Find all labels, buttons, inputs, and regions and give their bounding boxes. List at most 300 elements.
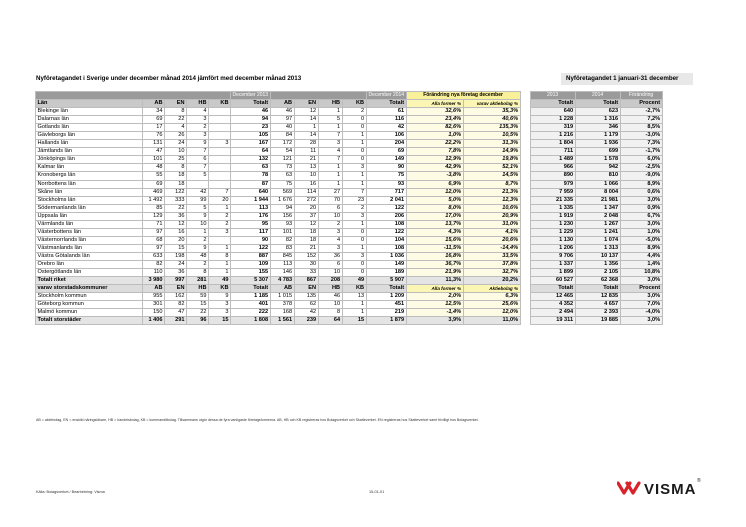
col-totalt-2013: Totalt [231,100,271,108]
cell-2013-hb: 3 [187,116,209,124]
table-row [36,148,663,156]
cell-2014-ab: 1 561 [270,317,294,325]
cell-2013-kb: 3 [209,140,231,148]
cell-2014-ab: 378 [270,301,294,309]
storstad-label: varav storstadskommuner [36,285,143,293]
cell-2013-kb: 9 [209,293,231,301]
table-row [36,228,663,236]
row-label: Västra Götalands län [36,252,143,260]
col-ab-2014: AB [270,285,294,293]
cell-2014-kb: 0 [342,236,366,244]
row-label: Gotlands län [36,124,143,132]
cell-2014-kb: 1 [342,220,366,228]
cell-year-2013: 1 206 [530,244,575,252]
table-row [36,236,663,244]
cell-change-aktiebolag: 10,5% [463,132,520,140]
cell-2013-en: 82 [165,301,187,309]
storstad-row [36,309,663,317]
cell-change-alla: 5,0% [406,196,463,204]
cell-2014-kb: 3 [342,164,366,172]
cell-year-2013: 1 228 [530,116,575,124]
cell-2014-hb: 5 [318,116,342,124]
row-label: Gävleborgs län [36,132,143,140]
col-alla-former: Alla former % [406,100,463,108]
cell-2014-kb: 0 [342,260,366,268]
cell-2014-hb: 2 [318,220,342,228]
cell-2013-hb: 42 [187,188,209,196]
cell-2013-hb: 6 [187,156,209,164]
cell-2013-ab: 69 [143,116,165,124]
footnote: AB = aktiebolag, EN = enskild näringsidkare, HB = handelsbolag, KB = kommanditbolag. Tillsammans utgör dessa de fyra vanligaste företagsformerna. AB, HB och KB registreras hos Bolagsverket och Skatteverket. EN registreras hos Skatteverket samt frivilligt hos Bolagsverket. [36,418,479,422]
cell-2014-totalt: 75 [366,172,406,180]
table-row [36,252,663,260]
cell-2013-ab: 97 [143,228,165,236]
cell-year-2013: 1 804 [530,140,575,148]
cell-2013-en: 26 [165,132,187,140]
cell-year-2013: 1 919 [530,212,575,220]
cell-year-2014: 21 981 [575,196,620,204]
cell-2014-totalt: 61 [366,108,406,116]
col-totalt-year-2013: Totalt [530,285,575,293]
cell-2013-kb: 3 [209,228,231,236]
cell-2014-hb: 10 [318,212,342,220]
cell-2014-en: 12 [294,108,318,116]
cell-2014-kb: 1 [342,309,366,317]
cell-2014-en: 21 [294,156,318,164]
cell-2013-totalt: 122 [231,244,271,252]
cell-2013-ab: 633 [143,252,165,260]
cell-2014-totalt: 69 [366,148,406,156]
cell-2014-kb: 1 [342,180,366,188]
header-change: Förändring [620,92,662,100]
col-hb-2014: HB [318,100,342,108]
cell-procent: -5,0% [620,236,662,244]
cell-2013-totalt: 176 [231,212,271,220]
cell-year-2014: 19 885 [575,317,620,325]
cell-2014-en: 33 [294,269,318,277]
col-totalt-year-2013: Totalt [530,100,575,108]
cell-year-2013: 1 899 [530,269,575,277]
table-row [36,132,663,140]
cell-change-alla: 12,5% [406,301,463,309]
cell-2013-en: 20 [165,236,187,244]
cell-change-alla: 36,7% [406,260,463,268]
cell-2013-ab: 71 [143,220,165,228]
cell-2013-en: 15 [165,244,187,252]
cell-2014-ab: 82 [270,236,294,244]
cell-change-alla: 3,9% [406,317,463,325]
cell-2014-ab: 97 [270,116,294,124]
cell-2013-hb: 99 [187,196,209,204]
cell-change-alla: -3,8% [406,172,463,180]
cell-2013-en: 122 [165,188,187,196]
cell-2013-hb: 59 [187,293,209,301]
cell-2014-totalt: 2 041 [366,196,406,204]
cell-2014-hb: 4 [318,148,342,156]
cell-change-aktiebolag: 135,3% [463,124,520,132]
cell-2014-ab: 845 [270,252,294,260]
cell-year-2013: 1 337 [530,260,575,268]
row-label: Södermanlands län [36,204,143,212]
row-label: Jönköpings län [36,156,143,164]
cell-2013-kb: 1 [209,244,231,252]
cell-2013-kb: 49 [209,277,231,285]
cell-2014-kb: 49 [342,277,366,285]
cell-change-alla: 15,6% [406,236,463,244]
cell-change-alla: 7,8% [406,148,463,156]
row-label: Jämtlands län [36,148,143,156]
cell-2013-totalt: 105 [231,132,271,140]
cell-year-2014: 8 004 [575,188,620,196]
table-row [36,116,663,124]
cell-2014-ab: 172 [270,140,294,148]
cell-year-2014: 1 356 [575,260,620,268]
cell-2013-totalt: 222 [231,309,271,317]
cell-2014-totalt: 108 [366,220,406,228]
cell-2013-totalt: 1 808 [231,317,271,325]
cell-2013-kb [209,108,231,116]
cell-2014-ab: 101 [270,228,294,236]
col-ab-2014: AB [270,100,294,108]
col-totalt-2013: Totalt [231,285,271,293]
cell-2013-ab: 97 [143,244,165,252]
cell-year-2014: 1 313 [575,244,620,252]
cell-year-2013: 2 494 [530,309,575,317]
cell-2013-hb: 7 [187,164,209,172]
cell-2013-en: 333 [165,196,187,204]
cell-year-2013: 979 [530,180,575,188]
cell-year-2013: 21 335 [530,196,575,204]
row-label: Västmanlands län [36,244,143,252]
cell-2014-hb: 7 [318,156,342,164]
cell-2014-hb: 3 [318,140,342,148]
cell-2013-ab: 47 [143,148,165,156]
cell-procent: 4,4% [620,252,662,260]
cell-procent: 10,8% [620,269,662,277]
cell-2014-en: 42 [294,309,318,317]
cell-2013-ab: 76 [143,132,165,140]
cell-2014-en: 1 [294,124,318,132]
cell-2014-ab: 40 [270,124,294,132]
cell-2013-kb [209,180,231,188]
cell-2014-ab: 121 [270,156,294,164]
cell-2013-en: 198 [165,252,187,260]
row-label: Norrbottens län [36,180,143,188]
cell-2014-ab: 83 [270,244,294,252]
col-en-2013: EN [165,285,187,293]
cell-2013-hb: 8 [187,269,209,277]
cell-2014-en: 37 [294,212,318,220]
cell-2014-hb: 7 [318,132,342,140]
cell-procent: 8,9% [620,180,662,188]
cell-year-2013: 1 130 [530,236,575,244]
table-row [36,140,663,148]
cell-2013-totalt: 46 [231,108,271,116]
cell-2014-kb: 0 [342,116,366,124]
cell-year-2014: 2 393 [575,309,620,317]
cell-2013-ab: 131 [143,140,165,148]
cell-procent: -9,0% [620,172,662,180]
visma-logo [617,478,707,504]
row-label: Stockholm kommun [36,293,143,301]
cell-2013-totalt: 5 307 [231,277,271,285]
cell-2013-kb: 1 [209,204,231,212]
cell-2014-ab: 1 015 [270,293,294,301]
cell-2013-totalt: 117 [231,228,271,236]
cell-2013-totalt: 1 944 [231,196,271,204]
cell-2013-en: 47 [165,309,187,317]
cell-2014-totalt: 108 [366,244,406,252]
cell-change-alla: 12,9% [406,156,463,164]
row-label: Västerbottens län [36,228,143,236]
cell-2014-en: 272 [294,196,318,204]
cell-2013-en: 24 [165,260,187,268]
source-note: Källa: Bolagsverket / Bearbetning: Visma [36,490,105,494]
cell-year-2013: 1 335 [530,204,575,212]
cell-2013-ab: 55 [143,172,165,180]
cell-2014-en: 11 [294,148,318,156]
cell-year-2014: 62 368 [575,277,620,285]
cell-2014-en: 18 [294,236,318,244]
cell-procent: 1,0% [620,228,662,236]
cell-2014-kb: 1 [342,244,366,252]
cell-2014-totalt: 149 [366,156,406,164]
cell-2014-totalt: 451 [366,301,406,309]
cell-2014-en: 21 [294,244,318,252]
cell-2013-ab: 110 [143,269,165,277]
cell-2013-hb: 5 [187,204,209,212]
cell-change-alla: 8,0% [406,204,463,212]
cell-procent: 7,2% [620,116,662,124]
cell-procent: 3,0% [620,277,662,285]
cell-change-aktiebolag: 12,0% [463,309,520,317]
cell-year-2014: 1 179 [575,132,620,140]
cell-2013-kb [209,172,231,180]
cell-year-2013: 966 [530,164,575,172]
cell-2013-hb: 1 [187,228,209,236]
col-en-2014: EN [294,285,318,293]
cell-2013-kb: 1 [209,269,231,277]
cell-2014-hb: 1 [318,172,342,180]
cell-2013-kb: 20 [209,196,231,204]
table-row [36,180,663,188]
cell-change-aktiebolag: 21,3% [463,188,520,196]
cell-year-2013: 640 [530,108,575,116]
row-label: Göteborg kommun [36,301,143,309]
cell-procent: -2,7% [620,108,662,116]
cell-2013-ab: 34 [143,108,165,116]
table-row [36,204,663,212]
cell-2013-kb [209,236,231,244]
cell-2014-hb: 1 [318,124,342,132]
cell-2013-totalt: 132 [231,156,271,164]
cell-change-aktiebolag: 40,6% [463,116,520,124]
col-hb-2014: HB [318,285,342,293]
cell-year-2013: 1 216 [530,132,575,140]
cell-year-2014: 12 835 [575,293,620,301]
cell-2014-hb: 10 [318,301,342,309]
cell-2014-totalt: 122 [366,204,406,212]
cell-2013-hb: 281 [187,277,209,285]
cell-2014-totalt: 90 [366,164,406,172]
cell-2014-hb: 4 [318,236,342,244]
cell-2014-en: 14 [294,116,318,124]
cell-change-alla: 13,7% [406,220,463,228]
cell-2014-en: 12 [294,220,318,228]
cell-2014-en: 62 [294,301,318,309]
row-label: Malmö kommun [36,309,143,317]
cell-change-alla: 2,0% [406,293,463,301]
cell-2013-ab: 82 [143,260,165,268]
cell-2013-en: 997 [165,277,187,285]
cell-2014-ab: 156 [270,212,294,220]
cell-procent: 6,0% [620,156,662,164]
cell-change-aktiebolag: 20,2% [463,277,520,285]
cell-change-alla: 1,0% [406,132,463,140]
cell-2013-en: 18 [165,172,187,180]
header-december-2014: December 2014 [366,92,406,100]
cell-2014-en: 135 [294,293,318,301]
cell-2013-en: 22 [165,204,187,212]
cell-2013-totalt: 640 [231,188,271,196]
table-row [36,124,663,132]
table-row [36,220,663,228]
row-label: Skåne län [36,188,143,196]
cell-change-alla: 32,6% [406,108,463,116]
cell-2014-kb: 0 [342,148,366,156]
report-date: 15-01-01 [369,490,385,494]
cell-2013-kb: 3 [209,301,231,309]
header-change-december: Förändring nya företag december [406,92,520,100]
cell-2013-totalt: 1 185 [231,293,271,301]
cell-2013-hb: 7 [187,148,209,156]
table-period-header [36,92,663,100]
cell-2013-ab: 17 [143,124,165,132]
table-row [36,196,663,204]
cell-change-alla: 23,4% [406,116,463,124]
cell-2014-hb: 27 [318,188,342,196]
cell-change-aktiebolag: 25,6% [463,301,520,309]
cell-2014-ab: 75 [270,180,294,188]
cell-2013-hb: 4 [187,108,209,116]
cell-2014-hb: 1 [318,164,342,172]
cell-2013-hb: 9 [187,140,209,148]
table-body [36,92,663,325]
cell-2013-ab: 69 [143,180,165,188]
cell-change-aktiebolag: 20,9% [463,212,520,220]
cell-2014-hb: 36 [318,252,342,260]
cell-2013-en: 8 [165,164,187,172]
cell-2014-totalt: 116 [366,116,406,124]
row-label: Värmlands län [36,220,143,228]
row-label: Stockholms län [36,196,143,204]
cell-2014-kb: 0 [342,156,366,164]
total-storstad-row [36,317,663,325]
cell-change-aktiebolag: 12,3% [463,196,520,204]
cell-change-alla: 16,8% [406,252,463,260]
cell-year-2013: 19 311 [530,317,575,325]
row-label: Västernorrlands län [36,236,143,244]
cell-change-alla: 4,3% [406,228,463,236]
cell-2013-totalt: 87 [231,180,271,188]
cell-2014-en: 13 [294,164,318,172]
col-kb-2013: KB [209,285,231,293]
total-riket-row [36,277,663,285]
cell-2013-kb: 3 [209,309,231,317]
cell-year-2013: 7 959 [530,188,575,196]
cell-change-aktiebolag: 33,5% [463,252,520,260]
header-year-2014: 2014 [575,92,620,100]
cell-2014-totalt: 206 [366,212,406,220]
row-label: Uppsala län [36,212,143,220]
cell-2013-en: 18 [165,180,187,188]
cell-2013-ab: 469 [143,188,165,196]
cell-2014-kb: 1 [342,172,366,180]
cell-change-aktiebolag: 37,8% [463,260,520,268]
cell-procent: -1,7% [620,148,662,156]
col-totalt-2014: Totalt [366,285,406,293]
cell-2013-ab: 48 [143,164,165,172]
cell-2014-ab: 1 676 [270,196,294,204]
cell-procent: -2,5% [620,164,662,172]
cell-year-2013: 1 489 [530,156,575,164]
cell-2014-hb: 46 [318,293,342,301]
cell-2014-ab: 93 [270,220,294,228]
cell-procent: 3,0% [620,317,662,325]
cell-year-2014: 810 [575,172,620,180]
cell-2014-hb: 3 [318,228,342,236]
cell-2013-en: 4 [165,124,187,132]
cell-procent: 6,7% [620,212,662,220]
table-row [36,244,663,252]
cell-change-aktiebolag: 8,7% [463,180,520,188]
cell-procent: 8,9% [620,244,662,252]
report-title: Nyföretagandet i Sverige under december månad 2014 jämfört med december månad 2013 [36,75,302,82]
cell-2013-totalt: 167 [231,140,271,148]
cell-year-2013: 4 352 [530,301,575,309]
cell-2014-en: 20 [294,204,318,212]
cell-2014-en: 16 [294,180,318,188]
cell-change-alla: -1,4% [406,309,463,317]
cell-2013-totalt: 78 [231,172,271,180]
cell-change-alla: 22,2% [406,140,463,148]
cell-2014-ab: 113 [270,260,294,268]
cell-2014-kb: 0 [342,269,366,277]
cell-2013-totalt: 64 [231,148,271,156]
cell-2013-en: 22 [165,116,187,124]
col-totalt-year-2014: Totalt [575,285,620,293]
cell-2014-kb: 7 [342,188,366,196]
cell-2014-ab: 84 [270,132,294,140]
row-label: Kronobergs län [36,172,143,180]
cell-procent: 7,3% [620,140,662,148]
cell-2013-en: 16 [165,228,187,236]
cell-2014-en: 28 [294,140,318,148]
cell-2014-hb: 10 [318,269,342,277]
cell-2013-kb: 2 [209,220,231,228]
statistics-table [35,91,663,325]
cell-2013-kb [209,124,231,132]
cell-2014-kb: 0 [342,124,366,132]
cell-2014-hb: 1 [318,180,342,188]
cell-2014-hb: 3 [318,244,342,252]
cell-2014-ab: 146 [270,269,294,277]
cell-2014-en: 114 [294,188,318,196]
cell-year-2014: 1 267 [575,220,620,228]
cell-2014-ab: 569 [270,188,294,196]
table-row [36,164,663,172]
cell-year-2014: 1 347 [575,204,620,212]
